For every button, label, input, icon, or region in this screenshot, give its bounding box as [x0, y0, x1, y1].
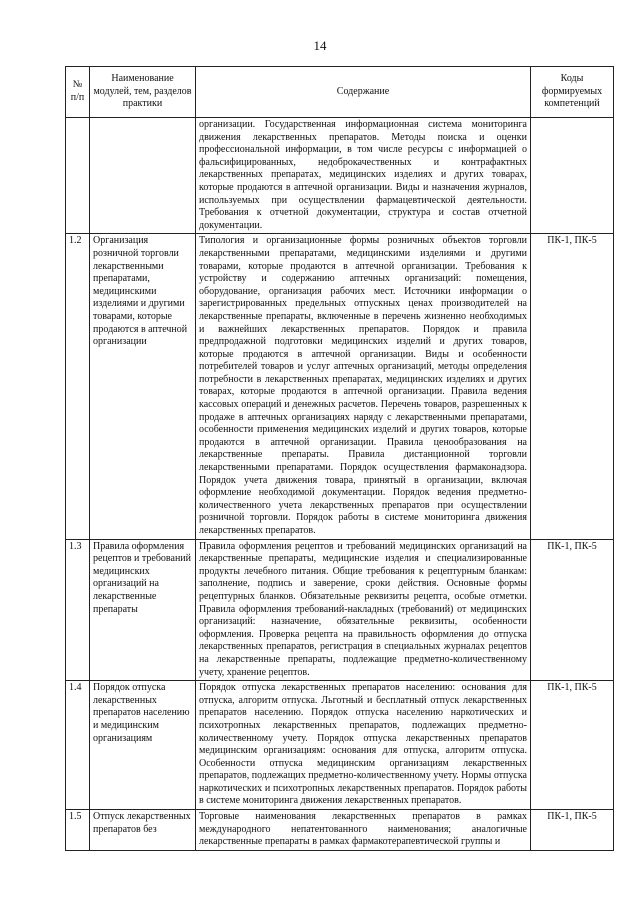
competency-codes: ПК-1, ПК-5	[531, 681, 614, 810]
row-number	[66, 118, 90, 234]
row-number: 1.2	[66, 234, 90, 539]
topic-content: Торговые наименования лекарственных препаратов в рамках международного непатентованного наименования; аналогичные лекарственные препараты в рамках фармакотерапевтической группы и	[196, 810, 531, 851]
table-row	[66, 118, 614, 234]
table-row	[66, 234, 614, 539]
header-name: Наименование модулей, тем, разделов практики	[90, 67, 196, 118]
table-row	[66, 810, 614, 851]
header-num: № п/п	[66, 67, 90, 118]
topic-name: Организация розничной торговли лекарственными препаратами, медицинскими изделиями и другими товарами, которые продаются в аптечной организации	[90, 234, 196, 539]
competency-codes: ПК-1, ПК-5	[531, 539, 614, 681]
row-number: 1.5	[66, 810, 90, 851]
topic-name: Отпуск лекарственных препаратов без	[90, 810, 196, 851]
table-row	[66, 681, 614, 810]
topic-content: организации. Государственная информационная система мониторинга движения лекарственных препаратов. Методы поиска и оценки профессиональной информации, в том числе ресурсы с информацией о фальсифицированных, недоброкачественных и контрафактных лекарственных препаратах, медицинских изделиях и других товарах, которые продаются в аптечной организации. Виды и назначения журналов, используемых при осуществлении фармацевтической деятельности. Требования к отчетной документации, структура и состав отчетной документации.	[196, 118, 531, 234]
topic-name: Порядок отпуска лекарственных препаратов населению и медицинским организациям	[90, 681, 196, 810]
competency-codes	[531, 118, 614, 234]
table-header-row	[66, 67, 614, 118]
header-content: Содержание	[196, 67, 531, 118]
competency-codes: ПК-1, ПК-5	[531, 810, 614, 851]
topic-content: Порядок отпуска лекарственных препаратов населению: основания для отпуска, алгоритм отпуска. Льготный и бесплатный отпуск лекарственных препаратов населению. Порядок отпуска населению наркотических и психотропных лекарственных препаратов, подлежащих предметно-количественному учету. Порядок отпуска лекарственных препаратов медицинским организациям: основания для отпуска, алгоритм отпуска. Особенности отпуска медицинским организациям лекарственных препаратов, подлежащих предметно-количественному учету. Нормы отпуска наркотических и психотропных лекарственных препаратов. Порядок работы в системе мониторинга движения лекарственных препаратов.	[196, 681, 531, 810]
competency-codes: ПК-1, ПК-5	[531, 234, 614, 539]
row-number: 1.4	[66, 681, 90, 810]
table-row	[66, 539, 614, 681]
topic-content: Правила оформления рецептов и требований медицинских организаций на лекарственные препараты, медицинские изделия и специализированные продукты лечебного питания. Общие требования к рецептурным бланкам: заполнение, подпись и заверение, сроки действия. Основные формы рецептурных бланков. Обязательные реквизиты рецепта, особые отметки. Правила оформления требований-накладных (требований) от медицинских организаций: назначение, обязательные реквизиты, особенности оформления. Проверка рецепта на правильность оформления до отпуска лекарственных препаратов, регистрация в специальных журналах рецептов на лекарственные препараты, подлежащие предметно-количественному учету, хранение рецептов.	[196, 539, 531, 681]
topic-content: Типология и организационные формы розничных объектов торговли лекарственными препаратами, медицинскими изделиями и другими товарами, которые продаются в аптечной организации. Требования к устройству и содержанию аптечных организаций: помещения, оборудование, организация рабочих мест. Источники информации о зарегистрированных предельных отпускных ценах производителей на лекарственные препараты, включенные в перечень жизненно необходимых и важнейших лекарственных препаратов. Порядок и правила предпродажной подготовки медицинских изделий и других товаров, которые продаются в аптечной организации. Виды и особенности потребителей товаров и услуг аптечных организаций, методы определения потребности в лекарственных препаратах, медицинских изделиях и других товарах, которые продаются в аптечной организации. Правила ведения кассовых операций и денежных расчетов. Перечень товаров, разрешенных к продаже в аптечных организациях наряду с лекарственными препаратами, особенности применения медицинских изделий и других товаров, которые продаются в аптечной организации. Правила ценообразования на лекарственные препараты. Правила дистанционной торговли лекарственными препаратами. Порядок осуществления фармаконадзора. Порядок учета движения товара, принятый в организации, включая оформление необходимой документации. Порядок ведения предметно-количественного учета лекарственных препаратов при осуществлении розничной торговли. Порядок работы в системе мониторинга движения лекарственных препаратов.	[196, 234, 531, 539]
curriculum-table	[65, 66, 614, 851]
page-number: 14	[313, 38, 327, 53]
header-codes: Коды формируемых компетенций	[531, 67, 614, 118]
topic-name: Правила оформления рецептов и требований медицинских организаций на лекарственные препараты	[90, 539, 196, 681]
row-number: 1.3	[66, 539, 90, 681]
topic-name	[90, 118, 196, 234]
